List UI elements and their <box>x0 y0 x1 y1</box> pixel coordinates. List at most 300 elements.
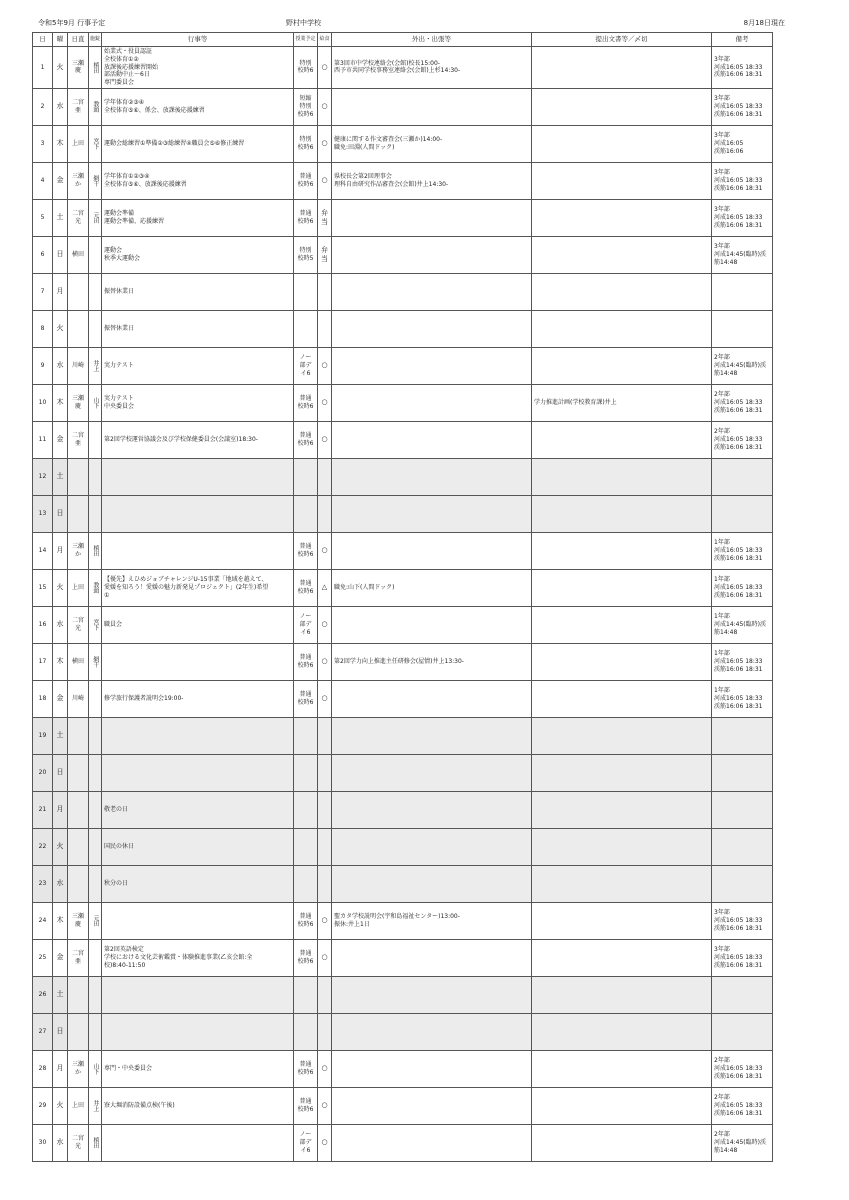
events-cell <box>102 532 294 569</box>
lock-cell: 教頭 <box>89 88 102 125</box>
events-cell: 修学旅行保護者説明会19:00- <box>102 680 294 717</box>
day-cell: 8 <box>33 310 53 347</box>
duty-cell <box>68 1013 89 1050</box>
weekday-cell: 水 <box>53 865 68 902</box>
weekday-cell: 火 <box>53 47 68 89</box>
trips-cell <box>332 273 532 310</box>
trips-cell <box>332 939 532 976</box>
table-row <box>33 125 773 162</box>
meal-cell: ○ <box>318 1050 332 1087</box>
lock-cell <box>89 754 102 791</box>
trips-cell <box>332 347 532 384</box>
docs-cell <box>532 939 712 976</box>
notes-cell <box>712 976 773 1013</box>
notes-cell: 1年部 河成16:05 18:33 渓筋16:06 18:31 <box>712 532 773 569</box>
docs-cell <box>532 532 712 569</box>
lesson-cell: 特別 校時5 <box>294 236 318 273</box>
trips-cell <box>332 495 532 532</box>
docs-cell <box>532 1087 712 1124</box>
table-row <box>33 47 773 89</box>
lock-cell: 宮下 <box>89 606 102 643</box>
lock-cell: 元田 <box>89 199 102 236</box>
trips-cell <box>332 310 532 347</box>
meal-cell: ○ <box>318 532 332 569</box>
trips-cell <box>332 421 532 458</box>
trips-cell: 第2回学力向上推進主任研修会(屋情)井上13:30- <box>332 643 532 680</box>
trips-cell <box>332 1087 532 1124</box>
lock-cell: 網干 <box>89 162 102 199</box>
lesson-cell: ノー 部デ イ6 <box>294 1124 318 1161</box>
duty-cell: 横田 <box>68 643 89 680</box>
weekday-cell: 月 <box>53 791 68 828</box>
col-meal: 給食 <box>318 33 332 47</box>
day-cell: 11 <box>33 421 53 458</box>
day-cell: 6 <box>33 236 53 273</box>
table-row <box>33 754 773 791</box>
duty-cell: 二宮 亜 <box>68 88 89 125</box>
docs-cell <box>532 1124 712 1161</box>
school-name: 野村中学校 <box>286 19 321 27</box>
trips-cell <box>332 680 532 717</box>
day-cell: 14 <box>33 532 53 569</box>
day-cell: 18 <box>33 680 53 717</box>
lock-cell: 井上 <box>89 347 102 384</box>
trips-cell <box>332 1050 532 1087</box>
day-cell: 22 <box>33 828 53 865</box>
notes-cell: 2年部 河成16:05 18:33 渓筋16:06 18:31 <box>712 384 773 421</box>
lock-cell: 教頭 <box>89 569 102 606</box>
table-row <box>33 236 773 273</box>
notes-cell <box>712 828 773 865</box>
lesson-cell: ノー 部デ イ6 <box>294 606 318 643</box>
notes-cell <box>712 865 773 902</box>
day-cell: 26 <box>33 976 53 1013</box>
weekday-cell: 日 <box>53 754 68 791</box>
lesson-cell: 普通 校時6 <box>294 384 318 421</box>
events-cell: 実力テスト <box>102 347 294 384</box>
weekday-cell: 月 <box>53 273 68 310</box>
lesson-cell: 普通 校時6 <box>294 421 318 458</box>
lesson-cell <box>294 1013 318 1050</box>
duty-cell: 二宮 光 <box>68 199 89 236</box>
docs-cell <box>532 680 712 717</box>
notes-cell <box>712 458 773 495</box>
day-cell: 13 <box>33 495 53 532</box>
table-row <box>33 273 773 310</box>
table-row <box>33 717 773 754</box>
meal-cell: 弁当 <box>318 199 332 236</box>
meal-cell: ○ <box>318 125 332 162</box>
lock-cell <box>89 791 102 828</box>
day-cell: 30 <box>33 1124 53 1161</box>
duty-cell: 二宮 亜 <box>68 939 89 976</box>
table-row <box>33 606 773 643</box>
lock-cell <box>89 939 102 976</box>
day-cell: 10 <box>33 384 53 421</box>
events-cell <box>102 458 294 495</box>
header-row <box>33 33 773 47</box>
lesson-cell: 普通 校時6 <box>294 643 318 680</box>
col-lesson: 授業予定 <box>294 33 318 47</box>
docs-cell <box>532 458 712 495</box>
weekday-cell: 火 <box>53 828 68 865</box>
events-cell: 秋分の日 <box>102 865 294 902</box>
table-row <box>33 865 773 902</box>
notes-cell <box>712 310 773 347</box>
lesson-cell: 普通 校時6 <box>294 569 318 606</box>
weekday-cell: 火 <box>53 310 68 347</box>
events-cell <box>102 643 294 680</box>
events-cell <box>102 495 294 532</box>
meal-cell <box>318 1013 332 1050</box>
notes-cell: 1年部 河成16:05 18:33 渓筋16:06 18:31 <box>712 643 773 680</box>
events-cell <box>102 754 294 791</box>
docs-cell <box>532 865 712 902</box>
duty-cell: 二宮 光 <box>68 606 89 643</box>
day-cell: 25 <box>33 939 53 976</box>
docs-cell <box>532 1013 712 1050</box>
weekday-cell: 水 <box>53 88 68 125</box>
events-cell: 運動会 秋季大運動会 <box>102 236 294 273</box>
trips-cell <box>332 828 532 865</box>
meal-cell: ○ <box>318 47 332 89</box>
events-cell <box>102 1124 294 1161</box>
meal-cell <box>318 791 332 828</box>
lock-cell <box>89 828 102 865</box>
weekday-cell: 火 <box>53 1087 68 1124</box>
lock-cell <box>89 236 102 273</box>
trips-cell: 第3回市中学校連絡会(会館)校長15:00- 西予市共同学校事務室連絡会(会館)上杉14:30- <box>332 47 532 89</box>
notes-cell <box>712 717 773 754</box>
docs-cell <box>532 310 712 347</box>
notes-cell: 3年部 河成16:05 18:33 渓筋16:06 18:31 <box>712 939 773 976</box>
duty-cell: 上田 <box>68 569 89 606</box>
lock-cell: 槙田 <box>89 1124 102 1161</box>
docs-cell <box>532 495 712 532</box>
day-cell: 24 <box>33 902 53 939</box>
lesson-cell: 短縮 特別 校時6 <box>294 88 318 125</box>
lock-cell <box>89 680 102 717</box>
lesson-cell <box>294 458 318 495</box>
table-row <box>33 458 773 495</box>
weekday-cell: 金 <box>53 680 68 717</box>
weekday-cell: 水 <box>53 347 68 384</box>
notes-cell: 3年部 河成14:45(臨時)渓 筋14:48 <box>712 236 773 273</box>
lesson-cell: 特別 校時6 <box>294 47 318 89</box>
weekday-cell: 金 <box>53 162 68 199</box>
lesson-cell: 普通 校時6 <box>294 1050 318 1087</box>
duty-cell <box>68 865 89 902</box>
meal-cell <box>318 717 332 754</box>
table-row <box>33 347 773 384</box>
col-dow: 曜 <box>53 33 68 47</box>
col-docs: 提出文書等／〆切 <box>532 33 712 47</box>
day-cell: 12 <box>33 458 53 495</box>
weekday-cell: 木 <box>53 902 68 939</box>
duty-cell: 三瀬 慶 <box>68 384 89 421</box>
events-cell: 振替休業日 <box>102 310 294 347</box>
docs-cell <box>532 88 712 125</box>
events-cell: 専門・中央委員会 <box>102 1050 294 1087</box>
notes-cell: 2年部 河成14:45(臨時)渓 筋14:48 <box>712 347 773 384</box>
lesson-cell: 普通 校時6 <box>294 680 318 717</box>
lesson-cell: 普通 校時6 <box>294 162 318 199</box>
docs-cell <box>532 125 712 162</box>
events-cell: 第2回英語検定 学校における文化芸術鑑賞・体験推進事業(乙亥会館:全 校)8:40-11:50 <box>102 939 294 976</box>
docs-cell <box>532 976 712 1013</box>
lock-cell: 井上 <box>89 1087 102 1124</box>
meal-cell: ○ <box>318 347 332 384</box>
notes-cell: 3年部 河成16:05 18:33 渓筋16:06 18:31 <box>712 88 773 125</box>
docs-cell <box>532 421 712 458</box>
duty-cell <box>68 791 89 828</box>
lock-cell: 元田 <box>89 902 102 939</box>
table-row <box>33 939 773 976</box>
weekday-cell: 日 <box>53 1013 68 1050</box>
notes-cell: 1年部 河成14:45(臨時)渓 筋14:48 <box>712 606 773 643</box>
events-cell: 国民の休日 <box>102 828 294 865</box>
events-cell: 職員会 <box>102 606 294 643</box>
table-row <box>33 199 773 236</box>
notes-cell: 2年部 河成14:45(臨時)渓 筋14:48 <box>712 1124 773 1161</box>
as-of-date: 8月18日現在 <box>743 19 785 27</box>
docs-cell <box>532 199 712 236</box>
meal-cell: ○ <box>318 939 332 976</box>
meal-cell <box>318 754 332 791</box>
table-row <box>33 384 773 421</box>
table-row <box>33 495 773 532</box>
trips-cell <box>332 199 532 236</box>
notes-cell: 1年部 河成16:05 18:33 渓筋16:06 18:31 <box>712 569 773 606</box>
lock-cell <box>89 717 102 754</box>
duty-cell <box>68 273 89 310</box>
docs-cell <box>532 47 712 89</box>
day-cell: 7 <box>33 273 53 310</box>
docs-cell <box>532 569 712 606</box>
lesson-cell <box>294 717 318 754</box>
weekday-cell: 木 <box>53 384 68 421</box>
duty-cell: 上田 <box>68 125 89 162</box>
events-cell <box>102 717 294 754</box>
trips-cell <box>332 865 532 902</box>
duty-cell <box>68 495 89 532</box>
table-row <box>33 88 773 125</box>
duty-cell: 三瀬 慶 <box>68 902 89 939</box>
trips-cell <box>332 532 532 569</box>
trips-cell: 県校長会第2回理事会 理科自由研究作品審査会(会館)井上14:30- <box>332 162 532 199</box>
lock-cell <box>89 458 102 495</box>
lesson-cell: 普通 校時6 <box>294 902 318 939</box>
table-row <box>33 1124 773 1161</box>
duty-cell <box>68 458 89 495</box>
trips-cell <box>332 1013 532 1050</box>
trips-cell <box>332 88 532 125</box>
table-row <box>33 532 773 569</box>
day-cell: 9 <box>33 347 53 384</box>
meal-cell: ○ <box>318 162 332 199</box>
col-notes: 備考 <box>712 33 773 47</box>
meal-cell: ○ <box>318 606 332 643</box>
events-cell: 実力テスト 中央委員会 <box>102 384 294 421</box>
lesson-cell <box>294 273 318 310</box>
events-cell: 運動会総練習①準備②③総練習④職員会⑤⑥修正練習 <box>102 125 294 162</box>
trips-cell <box>332 384 532 421</box>
col-day: 日 <box>33 33 53 47</box>
notes-cell: 3年部 河成16:05 18:33 渓筋16:06 18:31 <box>712 162 773 199</box>
events-cell: 運動会準備 運動会準備、応援練習 <box>102 199 294 236</box>
meal-cell <box>318 828 332 865</box>
events-cell: 始業式・役員認証 全校体育①② 放課後応援練習開始 部活動中止～6日 専門委員会 <box>102 47 294 89</box>
meal-cell <box>318 458 332 495</box>
day-cell: 16 <box>33 606 53 643</box>
schedule-body <box>33 47 773 1162</box>
docs-cell <box>532 606 712 643</box>
lock-cell <box>89 976 102 1013</box>
weekday-cell: 土 <box>53 458 68 495</box>
events-cell: 振替休業日 <box>102 273 294 310</box>
weekday-cell: 月 <box>53 1050 68 1087</box>
trips-cell: 健康に関する作文審査会(三瀬か)14:00- 職免:田淵(人間ドック) <box>332 125 532 162</box>
lock-cell: 槙田 <box>89 47 102 89</box>
duty-cell: 三瀬 慶 <box>68 47 89 89</box>
day-cell: 27 <box>33 1013 53 1050</box>
trips-cell <box>332 754 532 791</box>
day-cell: 1 <box>33 47 53 89</box>
table-row <box>33 1050 773 1087</box>
day-cell: 4 <box>33 162 53 199</box>
docs-cell <box>532 236 712 273</box>
duty-cell: 二宮 光 <box>68 1124 89 1161</box>
meal-cell <box>318 976 332 1013</box>
duty-cell <box>68 717 89 754</box>
table-row <box>33 828 773 865</box>
docs-cell <box>532 717 712 754</box>
events-cell: 学年体育②③④ 全校体育⑤⑥、係会、放課後応援練習 <box>102 88 294 125</box>
meal-cell: ○ <box>318 902 332 939</box>
meal-cell: ○ <box>318 1124 332 1161</box>
col-lock: 施錠 <box>89 33 102 47</box>
trips-cell <box>332 458 532 495</box>
notes-cell: 3年部 河成16:05 渓筋16:06 <box>712 125 773 162</box>
events-cell: 寮大堀消防設備点検(午後) <box>102 1087 294 1124</box>
day-cell: 20 <box>33 754 53 791</box>
docs-cell <box>532 754 712 791</box>
weekday-cell: 木 <box>53 125 68 162</box>
lesson-cell: 普通 校時6 <box>294 1087 318 1124</box>
lock-cell <box>89 421 102 458</box>
weekday-cell: 土 <box>53 199 68 236</box>
lock-cell <box>89 865 102 902</box>
table-row <box>33 791 773 828</box>
docs-cell <box>532 347 712 384</box>
lesson-cell <box>294 310 318 347</box>
day-cell: 23 <box>33 865 53 902</box>
schedule-table <box>32 32 773 1162</box>
weekday-cell: 土 <box>53 976 68 1013</box>
notes-cell: 2年部 河成16:05 18:33 渓筋16:06 18:31 <box>712 1087 773 1124</box>
day-cell: 15 <box>33 569 53 606</box>
table-row <box>33 1013 773 1050</box>
col-trips: 外出・出張等 <box>332 33 532 47</box>
duty-cell <box>68 828 89 865</box>
day-cell: 2 <box>33 88 53 125</box>
docs-cell <box>532 273 712 310</box>
duty-cell: 上田 <box>68 1087 89 1124</box>
weekday-cell: 金 <box>53 939 68 976</box>
lesson-cell <box>294 495 318 532</box>
table-row <box>33 310 773 347</box>
duty-cell <box>68 754 89 791</box>
meal-cell <box>318 273 332 310</box>
lesson-cell: 普通 校時6 <box>294 199 318 236</box>
lesson-cell: 普通 校時6 <box>294 939 318 976</box>
notes-cell <box>712 791 773 828</box>
lesson-cell <box>294 791 318 828</box>
duty-cell: 川崎 <box>68 347 89 384</box>
lesson-cell <box>294 754 318 791</box>
docs-cell <box>532 791 712 828</box>
duty-cell: 川崎 <box>68 680 89 717</box>
duty-cell: 三瀬 か <box>68 1050 89 1087</box>
lock-cell: 網干 <box>89 643 102 680</box>
duty-cell <box>68 976 89 1013</box>
lock-cell <box>89 1013 102 1050</box>
notes-cell <box>712 495 773 532</box>
notes-cell <box>712 754 773 791</box>
notes-cell: 3年部 河成16:05 18:33 渓筋16:06 18:31 <box>712 47 773 89</box>
notes-cell: 3年部 河成16:05 18:33 渓筋16:06 18:31 <box>712 902 773 939</box>
weekday-cell: 日 <box>53 495 68 532</box>
trips-cell <box>332 717 532 754</box>
lock-cell <box>89 310 102 347</box>
trips-cell <box>332 236 532 273</box>
day-cell: 17 <box>33 643 53 680</box>
document-title: 令和5年9月 行事予定 <box>38 19 106 27</box>
meal-cell: ○ <box>318 680 332 717</box>
trips-cell <box>332 791 532 828</box>
lesson-cell: 特別 校時6 <box>294 125 318 162</box>
meal-cell: ○ <box>318 88 332 125</box>
notes-cell: 1年部 河成16:05 18:33 渓筋16:06 18:31 <box>712 680 773 717</box>
table-row <box>33 902 773 939</box>
table-row <box>33 162 773 199</box>
trips-cell: 聖カタ学校説明会(宇和島福祉センター)13:00- 振休:井上1日 <box>332 902 532 939</box>
duty-cell: 横田 <box>68 236 89 273</box>
duty-cell: 三瀬 か <box>68 162 89 199</box>
table-row <box>33 976 773 1013</box>
meal-cell <box>318 495 332 532</box>
docs-cell <box>532 902 712 939</box>
notes-cell: 2年部 河成16:05 18:33 渓筋16:06 18:31 <box>712 421 773 458</box>
meal-cell: △ <box>318 569 332 606</box>
trips-cell <box>332 1124 532 1161</box>
events-cell <box>102 976 294 1013</box>
events-cell: 第2回学校運営協議会及び学校保健委員会(会議室)18:30- <box>102 421 294 458</box>
weekday-cell: 金 <box>53 421 68 458</box>
day-cell: 3 <box>33 125 53 162</box>
weekday-cell: 水 <box>53 1124 68 1161</box>
table-row <box>33 421 773 458</box>
lock-cell: 槙田 <box>89 532 102 569</box>
lesson-cell <box>294 828 318 865</box>
docs-cell <box>532 1050 712 1087</box>
lock-cell <box>89 495 102 532</box>
weekday-cell: 水 <box>53 606 68 643</box>
day-cell: 19 <box>33 717 53 754</box>
table-row <box>33 643 773 680</box>
trips-cell <box>332 976 532 1013</box>
events-cell: 学年体育①②③④ 全校体育⑤⑥、放課後応援練習 <box>102 162 294 199</box>
